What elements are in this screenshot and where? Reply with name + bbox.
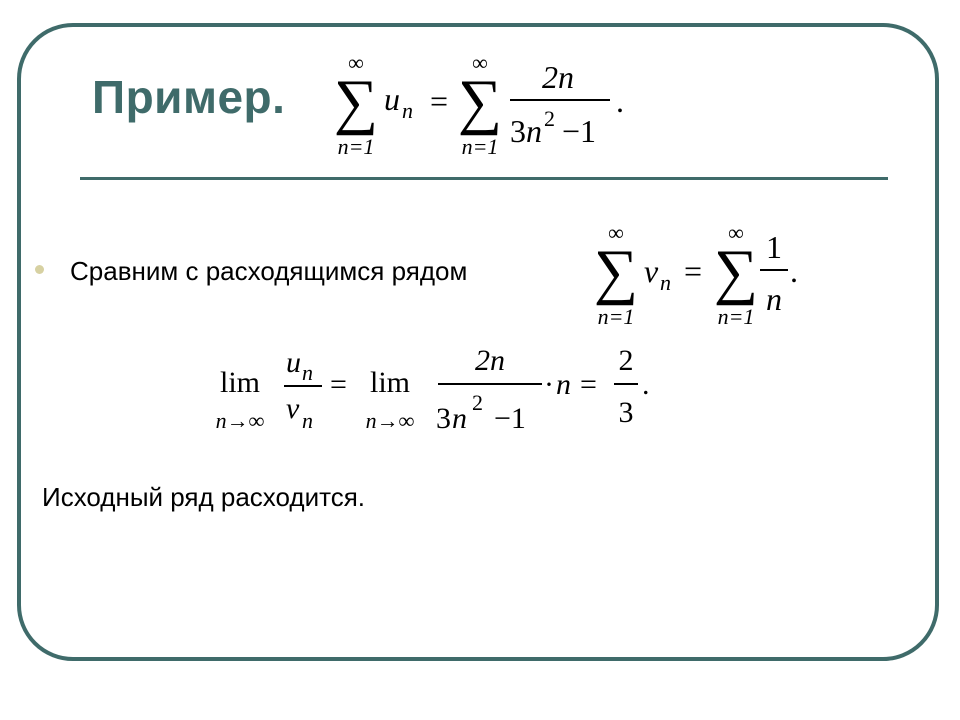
frac2-den-n: n bbox=[452, 402, 467, 435]
sum4-sigma: ∑ bbox=[713, 238, 759, 306]
series-formula bbox=[330, 50, 650, 170]
fraction-numerator: 2n bbox=[542, 59, 574, 95]
frac2-den-3: 3 bbox=[436, 402, 451, 435]
comparison-series-formula bbox=[590, 218, 830, 338]
sum1-lower: n=1 bbox=[337, 134, 375, 159]
formula-dot: . bbox=[616, 83, 624, 119]
equals-sign: = bbox=[580, 368, 597, 401]
frac1-num-u: u bbox=[286, 346, 301, 379]
lim1-under: n→∞ bbox=[215, 408, 265, 433]
limit-formula bbox=[210, 340, 680, 450]
sum1-sigma: ∑ bbox=[333, 68, 379, 136]
cdot: · bbox=[544, 368, 554, 401]
frac2-den-exp: 2 bbox=[472, 390, 483, 415]
frac1-den-sub: n bbox=[302, 408, 313, 433]
conclusion-text: Исходный ряд расходится. bbox=[42, 482, 366, 512]
fraction-numerator: 1 bbox=[766, 229, 782, 265]
slide-title: Пример. bbox=[92, 71, 286, 123]
result-denominator: 3 bbox=[618, 396, 634, 429]
sum4-lower: n=1 bbox=[717, 304, 755, 329]
sum2-upper: ∞ bbox=[472, 50, 488, 75]
sum2-lower: n=1 bbox=[461, 134, 499, 159]
sum3-lower: n=1 bbox=[597, 304, 635, 329]
equals-sign: = bbox=[684, 253, 703, 289]
equals-sign: = bbox=[330, 368, 347, 401]
sum3-sigma: ∑ bbox=[593, 238, 639, 306]
fraction-den-rest: −1 bbox=[562, 113, 597, 149]
fraction-denominator: n bbox=[766, 281, 782, 317]
term-v: v bbox=[644, 253, 659, 289]
bullet-dot-icon bbox=[35, 265, 44, 274]
factor-n: n bbox=[556, 368, 571, 401]
term-u-sub: n bbox=[402, 98, 413, 123]
sum3-upper: ∞ bbox=[608, 220, 624, 245]
frac2-numerator: 2n bbox=[475, 344, 505, 377]
term-v-sub: n bbox=[660, 270, 671, 295]
frac1-den-v: v bbox=[286, 392, 300, 425]
sum2-sigma: ∑ bbox=[457, 68, 503, 136]
formula-dot: . bbox=[790, 253, 798, 289]
result-numerator: 2 bbox=[618, 344, 634, 377]
frac1-num-sub: n bbox=[302, 360, 313, 385]
lim1: lim bbox=[220, 366, 261, 399]
fraction-den-3: 3 bbox=[510, 113, 526, 149]
lim2-under: n→∞ bbox=[365, 408, 415, 433]
formula-dot: . bbox=[642, 368, 650, 401]
title-divider bbox=[80, 177, 888, 180]
bullet-text: Сравним с расходящимся рядом bbox=[70, 256, 468, 286]
term-u: u bbox=[384, 81, 400, 117]
frac2-den-rest: −1 bbox=[494, 402, 526, 435]
sum1-upper: ∞ bbox=[348, 50, 364, 75]
equals-sign: = bbox=[430, 83, 449, 119]
sum4-upper: ∞ bbox=[728, 220, 744, 245]
fraction-den-n: n bbox=[526, 113, 542, 149]
fraction-den-exp: 2 bbox=[544, 106, 555, 131]
lim2: lim bbox=[370, 366, 411, 399]
